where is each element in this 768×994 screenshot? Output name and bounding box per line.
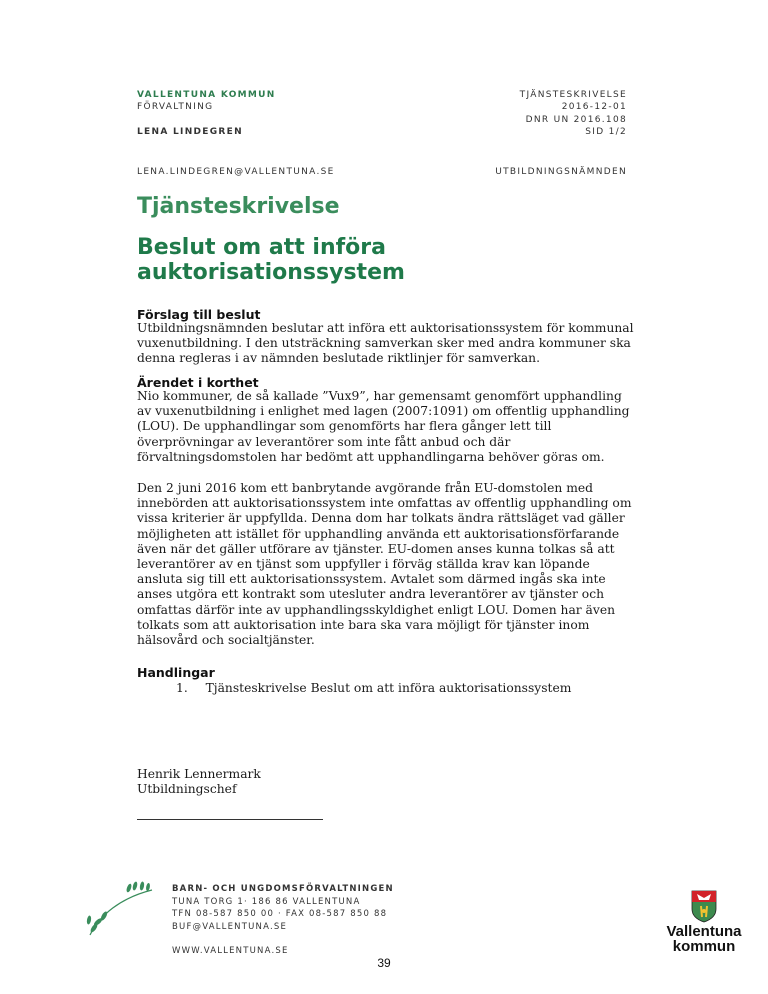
signatory-role: Utbildningschef — [137, 782, 237, 796]
footer-department: BARN- OCH UNGDOMSFÖRVALTNINGEN — [172, 884, 394, 894]
summary-heading: Ärendet i korthet — [137, 375, 259, 390]
footer-email[interactable]: BUF@VALLENTUNA.SE — [172, 921, 288, 932]
footer-phone: TFN 08-587 850 00 · FAX 08-587 850 88 — [172, 909, 388, 919]
signatory-name: Henrik Lennermark — [137, 767, 261, 781]
document-list-item — [176, 681, 636, 696]
footer — [172, 883, 394, 958]
coat-of-arms-icon — [690, 889, 718, 923]
summary-paragraph-1: Nio kommuner, de så kallade ”Vux9”, har gemensamt genomfört upphandling av vuxenutbildning i enlighet med lagen (2007:1091) om offentlig upphandling (LOU). De upphandlingar som genomförts har flera gånger lett till överprövningar av leverantörer som inte fått anbud och där förvaltningsdomstolen har bedömt att upphandlingarna behöver göras om. — [137, 389, 630, 464]
footer-address: TUNA TORG 1· 186 86 VALLENTUNA — [172, 896, 361, 907]
footer-website[interactable]: WWW.VALLENTUNA.SE — [172, 946, 289, 956]
proposal-heading: Förslag till beslut — [137, 307, 261, 322]
doc-type: TJÄNSTESKRIVELSE — [519, 90, 627, 100]
leaf-branch-icon — [80, 880, 160, 940]
documents-heading: Handlingar — [137, 665, 215, 680]
logo-line-2: kommun — [672, 938, 736, 955]
org-name: VALLENTUNA KOMMUN — [137, 90, 276, 100]
doc-dnr: DNR UN 2016.108 — [525, 115, 627, 125]
page-title: Beslut om att införa auktorisationssystem — [137, 235, 405, 285]
doc-date: 2016-12-01 — [561, 102, 627, 112]
department: FÖRVALTNING — [137, 102, 214, 112]
municipality-logo-text — [662, 924, 746, 954]
recipient: UTBILDNINGSNÄMNDEN — [495, 167, 627, 177]
summary-paragraph-2: Den 2 juni 2016 kom ett banbrytande avgörande från EU-domstolen med innebörden att auktorisationssystem inte omfattas av offentlig upphandling om vissa kriterier är uppfyllda. Denna dom har tolkats ändra rättsläget vad gäller möjligheten att istället för upphandling använda ett auktorisationsförfarande även när det gäller utförare av tjänster. EU-domen anses kunna tolkas så att leverantörer av en tjänst som uppfyller i förväg ställda krav kan löpande ansluta sig till ett auktorisationssystem. Avtalet som därmed ingås ska inte anses utgöra ett kontrakt som utesluter andra leverantörer av tjänster och omfattas därför inte av upphandlingsskyldighet enligt LOU. Domen har även tolkats som att auktorisation inte bara ska vara möjligt för tjänster inom hälsovård och socialtjänster. — [137, 481, 632, 648]
author-name: LENA LINDEGREN — [137, 127, 243, 137]
list-item-text: Tjänsteskrivelse Beslut om att införa auktorisationssystem — [205, 681, 572, 695]
logo-line-1: Vallentuna — [666, 923, 742, 940]
list-item-number: 1. — [176, 681, 188, 695]
page-number: 39 — [377, 956, 391, 970]
signature-line — [137, 819, 323, 820]
document-type-title: Tjänsteskrivelse — [137, 194, 340, 219]
author-email[interactable]: LENA.LINDEGREN@VALLENTUNA.SE — [137, 167, 335, 177]
proposal-text: Utbildningsnämnden beslutar att införa ett auktorisationssystem för kommunal vuxenutbildning. I den utsträckning samverkan sker med andra kommuner ska denna regleras i av nämnden beslutade riktlinjer för samverkan. — [137, 321, 634, 366]
page-indicator: SID 1/2 — [585, 127, 627, 137]
